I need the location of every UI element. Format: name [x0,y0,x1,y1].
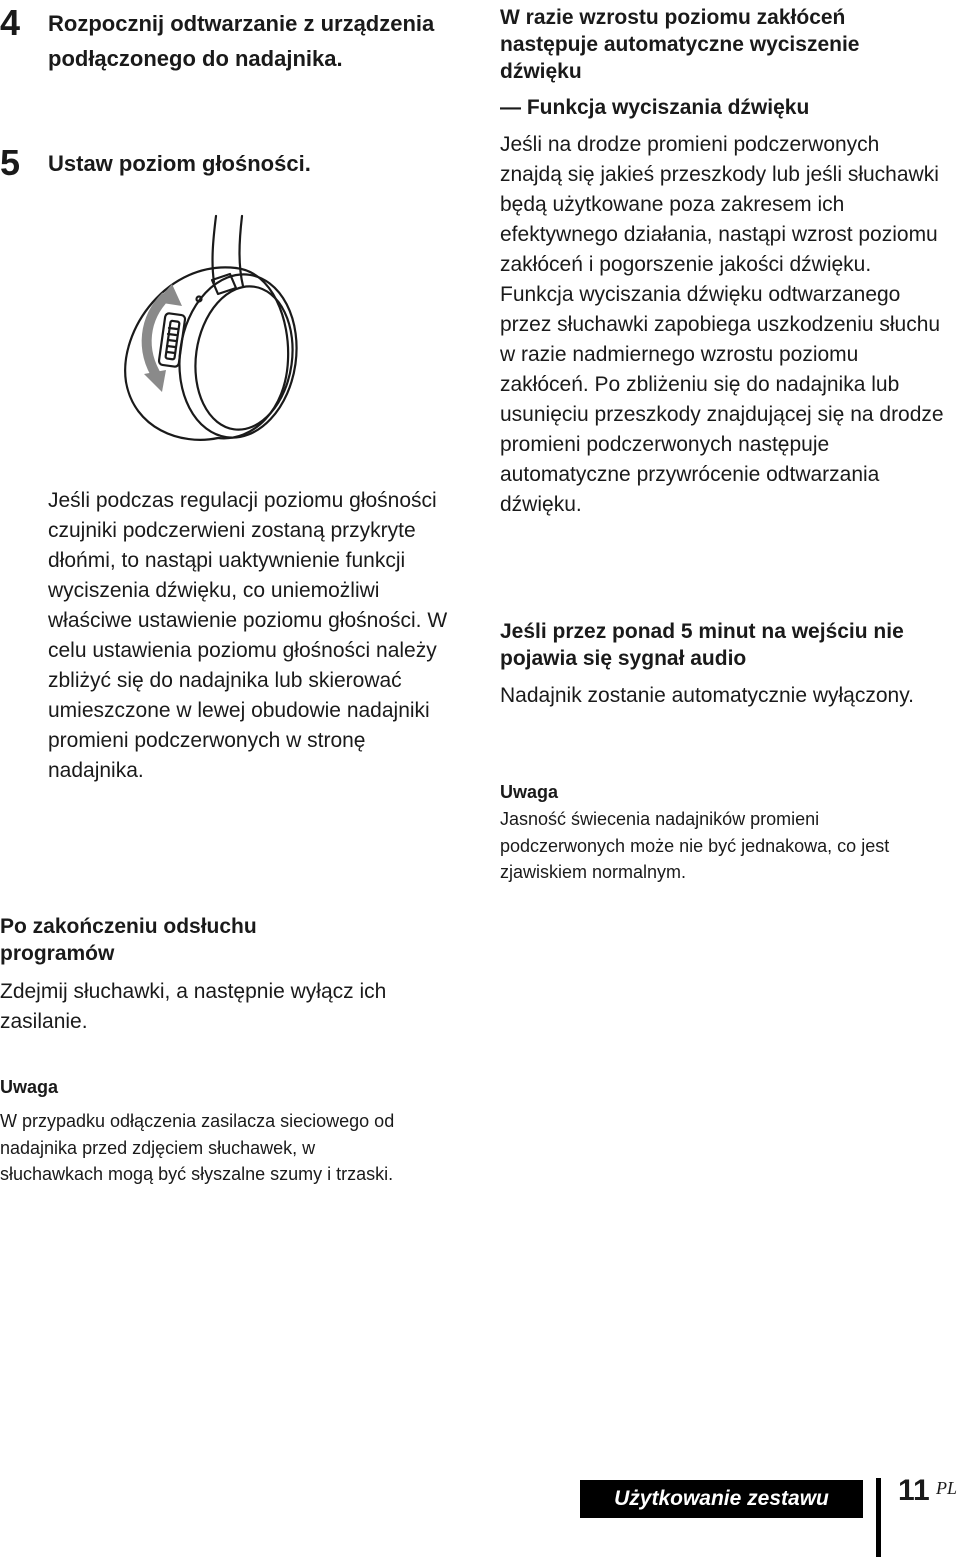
footer-divider [876,1478,881,1557]
no-signal-body: Nadajnik zostanie automatycznie wyłączony. [500,684,914,707]
noise-mute-subheading: — Funkcja wyciszania dźwięku [500,96,810,119]
noise-mute-body: Jeśli na drodze promieni podczerwonych znajdą się jakieś przeszkody lub jeśli słuchawki będą użytkowane poza zakresem ich efektywnego działania, nastąpi wzrost poziomu zakłóceń i pogorszenie jakości dźwięku. Funkcja wyciszania dźwięku odtwarzanego przez słuchawki zapobiega uszkodzeniu słuchu w razie nadmiernego wzrostu poziomu zakłóceń. Po zbliżeniu się do nadajnika lub usunięciu przeszkody znajdującej się na drodze promieni podczerwonych następuje automatyczne przywrócenie odtwarzania dźwięku. [500,133,944,516]
right-note-body: Jasność świecenia nadajników promieni podczerwonych może nie być jednakowa, co jest zjawiskiem normalnym. [500,809,890,882]
step-text: Rozpocznij odtwarzanie z urządzenia podłączonego do nadajnika. [48,11,435,71]
headphone-volume-illustration [118,210,318,450]
step-text: Ustaw poziom głośności. [48,151,311,176]
left-note-body: W przypadku odłączenia zasilacza sieciowego od nadajnika przed zdjęciem słuchawek, w słuchawkach mogą być słyszalne szumy i trzaski. [0,1111,395,1184]
step-number: 4 [0,2,21,43]
section-tab: Użytkowanie zestawu [580,1480,863,1518]
after-listening-heading: Po zakończeniu odsłuchu programów [0,915,257,965]
left-note-title: Uwaga [0,1077,59,1097]
no-signal-heading: Jeśli przez ponad 5 minut na wejściu nie pojawia się sygnał audio [500,620,904,670]
step-4 [0,2,440,76]
noise-mute-heading: W razie wzrostu poziomu zakłóceń następuje automatyczne wyciszenie dźwięku [500,6,860,83]
step-5 [0,142,440,183]
page-language: PL [936,1478,958,1498]
page-number: 11 [898,1474,930,1507]
step-number: 5 [0,142,21,183]
after-listening-body: Zdejmij słuchawki, a następnie wyłącz ich zasilanie. [0,980,387,1033]
volume-mute-paragraph: Jeśli podczas regulacji poziomu głośności czujniki podczerwieni zostaną przykryte dłońmi, to nastąpi uaktywnienie funkcji wyciszenia dźwięku, co uniemożliwi właściwe ustawienie poziomu głośności. W celu ustawienia poziomu głośności należy zbliżyć się do nadajnika lub skierować umieszczone w lewej obudowie nadajniki promieni podczerwonych w stronę nadajnika. [48,489,448,782]
right-note-title: Uwaga [500,782,559,802]
